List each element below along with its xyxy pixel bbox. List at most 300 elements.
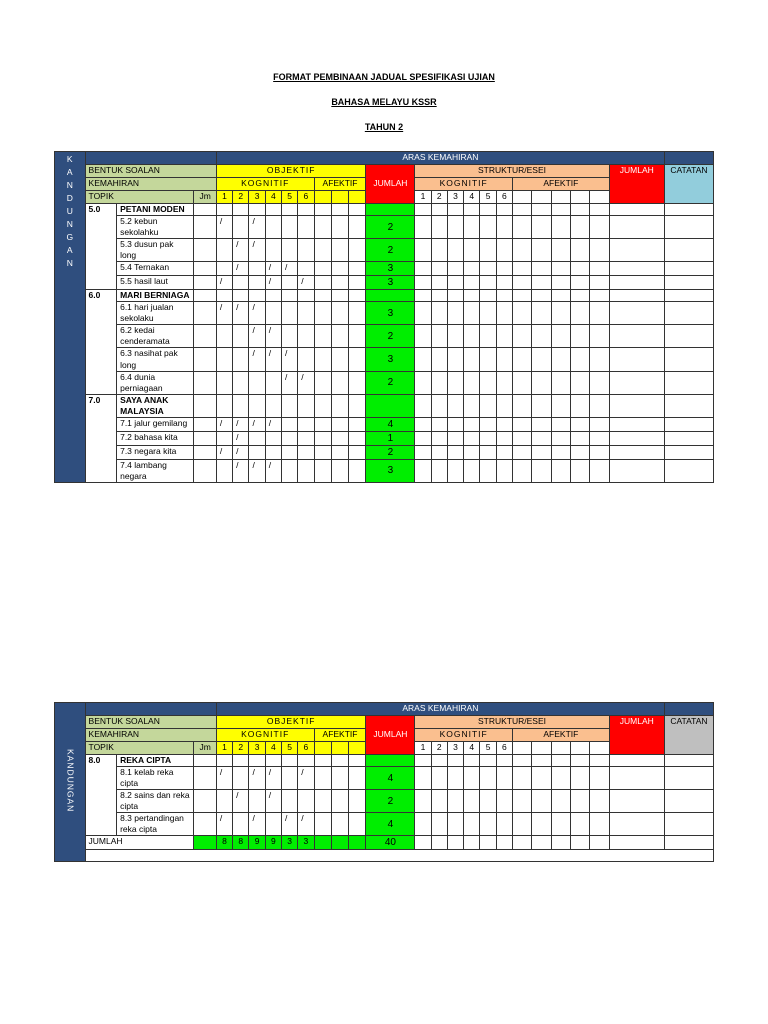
catatan-cell <box>664 325 713 348</box>
jumlah2-cell <box>609 417 664 431</box>
catatan-cell <box>664 445 713 459</box>
objektif-afektif-cell <box>314 216 331 239</box>
struktur-cell <box>431 755 447 767</box>
level-mark <box>265 813 281 836</box>
objektif-afektif-cell <box>349 239 366 262</box>
subtopic-total: 2 <box>366 790 415 813</box>
jumlah-cell <box>366 290 415 302</box>
jm-header: Jm <box>194 191 216 204</box>
struktur-cell <box>532 262 551 276</box>
struktur-cell <box>590 790 609 813</box>
struktur-cell <box>480 302 496 325</box>
jm-cell <box>194 204 216 216</box>
jumlah-cell <box>366 204 415 216</box>
struktur-cell <box>431 371 447 394</box>
objektif-afektif-cell <box>314 262 331 276</box>
objektif-afektif-cell <box>349 742 366 755</box>
objektif-level-header: 2 <box>233 742 249 755</box>
struktur-cell <box>590 302 609 325</box>
objektif-afektif-cell <box>349 417 366 431</box>
level-mark <box>282 767 298 790</box>
total-afektif-cell <box>331 836 348 850</box>
struktur-cell <box>447 262 463 276</box>
total-level-value: 9 <box>249 836 265 850</box>
level-mark: / <box>249 767 265 790</box>
struktur-cell <box>480 239 496 262</box>
level-mark <box>282 445 298 459</box>
struktur-cell <box>532 790 551 813</box>
subtopic-row <box>55 790 714 813</box>
subtopic-label: 5.3 dusun pak long <box>117 239 194 262</box>
struktur-cell <box>513 239 532 262</box>
topic-title: REKA CIPTA <box>117 755 194 767</box>
objektif-afektif-cell <box>331 191 348 204</box>
level-mark: / <box>233 459 249 482</box>
struktur-level-header: 6 <box>496 742 512 755</box>
struktur-cell <box>464 813 480 836</box>
level-mark <box>249 262 265 276</box>
topic-row <box>55 204 714 216</box>
level-mark <box>249 790 265 813</box>
struktur-cell <box>415 302 431 325</box>
struktur-cell <box>415 394 431 417</box>
objektif-cell <box>282 394 298 417</box>
struktur-cell <box>590 239 609 262</box>
struktur-cell <box>447 302 463 325</box>
struktur-cell <box>464 755 480 767</box>
objektif-cell <box>282 290 298 302</box>
struktur-cell <box>496 394 512 417</box>
level-mark <box>233 216 249 239</box>
objektif-cell <box>265 204 281 216</box>
jm-cell <box>194 459 216 482</box>
struktur-cell <box>513 417 532 431</box>
level-mark <box>249 371 265 394</box>
struktur-cell <box>447 431 463 445</box>
struktur-afektif-cell <box>590 742 609 755</box>
jumlah2-cell <box>609 276 664 290</box>
level-mark <box>249 445 265 459</box>
struktur-cell <box>447 459 463 482</box>
struktur-cell <box>571 371 590 394</box>
struktur-cell <box>480 790 496 813</box>
level-mark: / <box>249 417 265 431</box>
objektif-afektif-header: AFEKTIF <box>314 178 366 191</box>
catatan-cell <box>664 394 713 417</box>
level-mark: / <box>265 276 281 290</box>
objektif-afektif-cell <box>331 239 348 262</box>
header-blank <box>664 703 713 716</box>
jm-cell <box>194 417 216 431</box>
struktur-afektif-cell <box>532 742 551 755</box>
subtopic-label: 6.4 dunia perniagaan <box>117 371 194 394</box>
kandungan-letter: N <box>66 180 73 190</box>
objektif-afektif-cell <box>314 417 331 431</box>
kandungan-letter: A <box>66 167 73 177</box>
subtopic-row <box>55 262 714 276</box>
level-mark <box>298 325 314 348</box>
struktur-cell <box>513 204 532 216</box>
jumlah2-cell <box>609 767 664 790</box>
objektif-level-header: 6 <box>298 742 314 755</box>
header-blank <box>664 152 713 165</box>
struktur-cell <box>464 417 480 431</box>
jm-cell <box>194 767 216 790</box>
struktur-afektif-cell <box>571 191 590 204</box>
struktur-cell <box>571 302 590 325</box>
objektif-cell <box>331 394 348 417</box>
subtopic-total: 3 <box>366 348 415 371</box>
kandungan-letter: N <box>66 219 73 229</box>
struktur-cell <box>464 325 480 348</box>
struktur-cell <box>464 276 480 290</box>
struktur-cell <box>496 417 512 431</box>
objektif-afektif-cell <box>331 348 348 371</box>
subtopic-total: 2 <box>366 216 415 239</box>
struktur-cell <box>431 813 447 836</box>
objektif-cell <box>331 204 348 216</box>
subtopic-row <box>55 445 714 459</box>
objektif-afektif-cell <box>349 371 366 394</box>
kandungan-label: KANDUNGAN <box>65 748 76 813</box>
struktur-cell <box>415 459 431 482</box>
struktur-cell <box>590 394 609 417</box>
level-mark <box>265 302 281 325</box>
struktur-cell <box>415 216 431 239</box>
level-mark <box>233 325 249 348</box>
subtopic-label: 8.1 kelab reka cipta <box>117 767 194 790</box>
catatan-cell <box>664 262 713 276</box>
struktur-cell <box>551 813 570 836</box>
total-level-value: 9 <box>265 836 281 850</box>
jm-cell <box>194 431 216 445</box>
objektif-afektif-cell <box>314 459 331 482</box>
struktur-cell <box>496 813 512 836</box>
objektif-level-header: 1 <box>216 742 232 755</box>
total-afektif-cell <box>349 836 366 850</box>
struktur-cell <box>532 204 551 216</box>
struktur-afektif-cell <box>551 191 570 204</box>
jumlah2-cell <box>609 239 664 262</box>
struktur-cell <box>447 417 463 431</box>
level-mark: / <box>282 813 298 836</box>
struktur-cell <box>513 755 532 767</box>
objektif-afektif-cell <box>331 431 348 445</box>
objektif-cell <box>233 755 249 767</box>
level-mark: / <box>282 348 298 371</box>
jumlah2-cell <box>609 459 664 482</box>
struktur-cell <box>532 394 551 417</box>
struktur-cell <box>532 755 551 767</box>
kandungan-column <box>55 703 86 862</box>
struktur-level-header: 5 <box>480 191 496 204</box>
struktur-level-header: 1 <box>415 191 431 204</box>
struktur-kognitif-header: KOGNITIF <box>415 178 513 191</box>
struktur-cell <box>590 755 609 767</box>
subtopic-row <box>55 417 714 431</box>
jm-cell <box>194 262 216 276</box>
struktur-cell <box>480 290 496 302</box>
struktur-cell <box>464 431 480 445</box>
struktur-cell <box>496 371 512 394</box>
objektif-level-header: 2 <box>233 191 249 204</box>
struktur-cell <box>571 790 590 813</box>
struktur-cell <box>464 216 480 239</box>
level-mark: / <box>249 239 265 262</box>
subtopic-label: 8.3 pertandingan reka cipta <box>117 813 194 836</box>
struktur-cell <box>496 767 512 790</box>
objektif-afektif-cell <box>349 431 366 445</box>
objektif-afektif-cell <box>331 216 348 239</box>
struktur-cell <box>447 755 463 767</box>
struktur-cell <box>496 431 512 445</box>
level-mark <box>233 348 249 371</box>
struktur-cell <box>551 239 570 262</box>
struktur-cell <box>551 204 570 216</box>
objektif-afektif-cell <box>314 325 331 348</box>
catatan-cell <box>664 348 713 371</box>
struktur-cell <box>447 394 463 417</box>
struktur-cell <box>496 302 512 325</box>
objektif-cell <box>265 755 281 767</box>
objektif-cell <box>216 394 232 417</box>
struktur-cell <box>496 262 512 276</box>
level-mark: / <box>249 813 265 836</box>
struktur-cell <box>431 276 447 290</box>
struktur-afektif-cell <box>571 742 590 755</box>
level-mark <box>265 239 281 262</box>
kandungan-letter: K <box>66 154 73 164</box>
level-mark <box>282 417 298 431</box>
catatan-cell <box>664 813 713 836</box>
objektif-cell <box>265 290 281 302</box>
jumlah2-cell <box>609 290 664 302</box>
level-mark <box>216 325 232 348</box>
level-mark: / <box>265 767 281 790</box>
struktur-cell <box>415 290 431 302</box>
total-level-value: 3 <box>282 836 298 850</box>
struktur-cell <box>513 813 532 836</box>
jumlah2-cell <box>609 348 664 371</box>
struktur-cell <box>415 371 431 394</box>
objektif-cell <box>349 204 366 216</box>
level-mark <box>282 459 298 482</box>
struktur-cell <box>532 325 551 348</box>
level-mark <box>298 431 314 445</box>
objektif-cell <box>249 290 265 302</box>
jm-cell <box>194 755 216 767</box>
level-mark <box>298 302 314 325</box>
struktur-cell <box>480 417 496 431</box>
struktur-cell <box>590 836 609 850</box>
jm-header: Jm <box>194 742 216 755</box>
level-mark: / <box>282 371 298 394</box>
catatan-cell <box>664 204 713 216</box>
kandungan-letter: N <box>66 258 73 268</box>
objektif-level-header: 4 <box>265 191 281 204</box>
objektif-afektif-cell <box>314 239 331 262</box>
topic-title: PETANI MODEN <box>117 204 194 216</box>
level-mark: / <box>233 790 249 813</box>
subtopic-row <box>55 216 714 239</box>
level-mark <box>282 302 298 325</box>
subtopic-row <box>55 767 714 790</box>
level-mark: / <box>233 431 249 445</box>
subtopic-total: 3 <box>366 276 415 290</box>
struktur-cell <box>571 216 590 239</box>
struktur-cell <box>571 348 590 371</box>
struktur-cell <box>551 431 570 445</box>
struktur-cell <box>480 813 496 836</box>
catatan-cell <box>664 290 713 302</box>
subtopic-label: 5.5 hasil laut <box>117 276 194 290</box>
struktur-cell <box>590 431 609 445</box>
topic-row <box>55 755 714 767</box>
level-mark <box>298 445 314 459</box>
struktur-cell <box>447 348 463 371</box>
struktur-cell <box>447 767 463 790</box>
struktur-cell <box>532 767 551 790</box>
struktur-cell <box>496 755 512 767</box>
jm-cell <box>194 813 216 836</box>
struktur-level-header: 4 <box>464 191 480 204</box>
objektif-level-header: 3 <box>249 742 265 755</box>
level-mark: / <box>216 445 232 459</box>
struktur-cell <box>447 276 463 290</box>
struktur-cell <box>480 767 496 790</box>
objektif-cell <box>216 204 232 216</box>
catatan-header: CATATAN <box>664 165 713 204</box>
struktur-cell <box>480 394 496 417</box>
struktur-cell <box>513 262 532 276</box>
level-mark: / <box>249 216 265 239</box>
objektif-afektif-cell <box>349 276 366 290</box>
kandungan-letter: U <box>66 206 73 216</box>
level-mark: / <box>233 445 249 459</box>
topik-header: TOPIK <box>85 742 194 755</box>
struktur-cell <box>551 290 570 302</box>
struktur-cell <box>447 813 463 836</box>
struktur-cell <box>551 325 570 348</box>
level-mark <box>216 348 232 371</box>
subtopic-label: 6.2 kedai cenderamata <box>117 325 194 348</box>
subject-title: BAHASA MELAYU KSSR <box>331 97 437 107</box>
struktur-cell <box>551 216 570 239</box>
subtopic-label: 6.3 nasihat pak long <box>117 348 194 371</box>
struktur-cell <box>551 445 570 459</box>
objektif-afektif-cell <box>314 371 331 394</box>
level-mark: / <box>216 417 232 431</box>
objektif-cell <box>216 290 232 302</box>
struktur-cell <box>431 216 447 239</box>
catatan-cell <box>664 216 713 239</box>
level-mark <box>233 276 249 290</box>
objektif-cell <box>314 394 331 417</box>
struktur-cell <box>480 262 496 276</box>
level-mark <box>298 239 314 262</box>
subtopic-total: 3 <box>366 459 415 482</box>
struktur-cell <box>551 755 570 767</box>
jumlah2-cell <box>609 836 664 850</box>
level-mark: / <box>298 371 314 394</box>
objektif-cell <box>233 290 249 302</box>
struktur-level-header: 1 <box>415 742 431 755</box>
objektif-afektif-cell <box>349 445 366 459</box>
objektif-cell <box>314 204 331 216</box>
objektif-cell <box>331 290 348 302</box>
objektif-level-header: 5 <box>282 191 298 204</box>
struktur-cell <box>431 204 447 216</box>
objektif-level-header: 5 <box>282 742 298 755</box>
catatan-cell <box>664 790 713 813</box>
struktur-cell <box>590 325 609 348</box>
struktur-cell <box>415 417 431 431</box>
struktur-cell <box>513 445 532 459</box>
objektif-cell <box>249 755 265 767</box>
subtopic-row <box>55 431 714 445</box>
level-mark: / <box>249 459 265 482</box>
level-mark <box>216 371 232 394</box>
level-mark: / <box>298 276 314 290</box>
level-mark <box>233 371 249 394</box>
level-mark: / <box>233 417 249 431</box>
struktur-esei-header: STRUKTUR/ESEI <box>415 716 609 729</box>
level-mark: / <box>298 813 314 836</box>
struktur-cell <box>496 216 512 239</box>
struktur-cell <box>447 204 463 216</box>
subtopic-total: 1 <box>366 431 415 445</box>
kemahiran-header: KEMAHIRAN <box>85 178 216 191</box>
struktur-cell <box>571 836 590 850</box>
struktur-cell <box>496 325 512 348</box>
level-mark <box>298 262 314 276</box>
struktur-cell <box>480 276 496 290</box>
jm-cell <box>194 239 216 262</box>
catatan-cell <box>664 755 713 767</box>
struktur-level-header: 3 <box>447 191 463 204</box>
subtopic-label: 5.2 kebun sekolahku <box>117 216 194 239</box>
struktur-cell <box>551 836 570 850</box>
struktur-cell <box>447 216 463 239</box>
blank-cell <box>85 850 713 862</box>
jumlah-struktur-header: JUMLAH <box>609 165 664 204</box>
objektif-cell <box>265 394 281 417</box>
jumlah2-cell <box>609 445 664 459</box>
struktur-cell <box>571 767 590 790</box>
jm-cell <box>194 371 216 394</box>
struktur-cell <box>431 239 447 262</box>
struktur-cell <box>532 371 551 394</box>
aras-kemahiran-header: ARAS KEMAHIRAN <box>216 703 664 716</box>
objektif-afektif-cell <box>331 371 348 394</box>
struktur-cell <box>513 276 532 290</box>
objektif-afektif-cell <box>331 790 348 813</box>
level-mark: / <box>216 767 232 790</box>
subtopic-row <box>55 813 714 836</box>
level-mark <box>282 325 298 348</box>
level-mark <box>249 431 265 445</box>
struktur-cell <box>496 204 512 216</box>
struktur-cell <box>415 276 431 290</box>
objektif-afektif-cell <box>314 302 331 325</box>
struktur-cell <box>590 216 609 239</box>
level-mark: / <box>265 417 281 431</box>
struktur-cell <box>532 417 551 431</box>
catatan-cell <box>664 417 713 431</box>
level-mark <box>216 262 232 276</box>
level-mark <box>298 459 314 482</box>
objektif-afektif-cell <box>314 191 331 204</box>
